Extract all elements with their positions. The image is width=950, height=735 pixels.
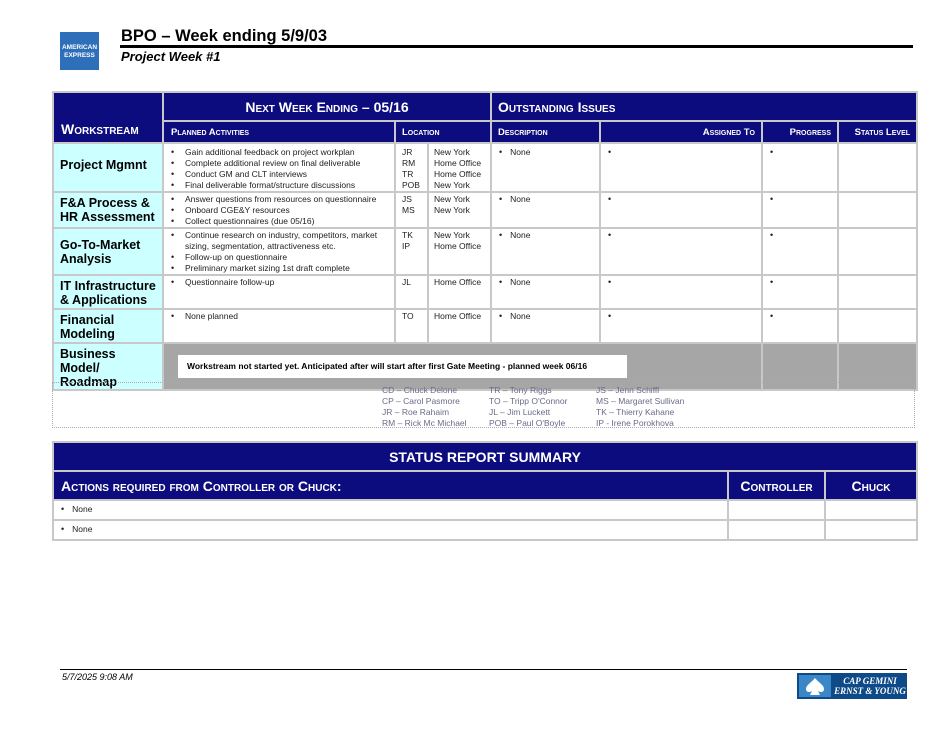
issue-description: None [510, 147, 531, 157]
action-row [53, 500, 917, 520]
page-title: BPO – Week ending 5/9/03 [121, 27, 328, 45]
issue-description: None [510, 194, 531, 204]
location-codes-cell [395, 143, 428, 192]
planned-activities-cell [163, 192, 395, 228]
assigned-to-cell: • [600, 275, 762, 309]
workstream-name: Financial Modeling [53, 309, 163, 343]
progress-cell: • [762, 143, 838, 192]
header-chuck: Chuck [825, 471, 917, 500]
action-row [53, 520, 917, 540]
issue-description-cell: • None [491, 143, 600, 192]
location-value: Home Office [434, 311, 482, 321]
assigned-to-cell: • [600, 309, 762, 343]
page-subtitle: Project Week #1 [121, 49, 221, 64]
action-item-cell: • None [53, 500, 728, 520]
issue-description-cell: • None [491, 275, 600, 309]
roadmap-note: Workstream not started yet. Anticipated after will start after first Gate Meeting - planned week 06/16 [178, 355, 627, 378]
table-row [53, 228, 917, 275]
assigned-to-cell: • [600, 143, 762, 192]
status-level-cell [838, 143, 917, 192]
resource-code: TO [402, 311, 414, 321]
workstream-name: Business Model/ Roadmap [53, 343, 163, 390]
location-value: Home Office [434, 169, 482, 179]
spade-emblem-icon [799, 675, 831, 697]
actions-header: Actions required from Controller or Chuck: [53, 471, 728, 500]
table-row [53, 309, 917, 343]
resource-code: POB [402, 180, 420, 190]
status-level-cell [838, 228, 917, 275]
brand-wordmark [834, 676, 906, 696]
resource-code: JS [402, 194, 412, 204]
activity-item: • Answer questions from resources on questionnaire [164, 194, 394, 205]
legend-column [596, 385, 684, 429]
workstream-table [52, 91, 918, 391]
cap-gemini-ernst-young-logo [797, 673, 907, 699]
activity-item: • Follow-up on questionnaire [164, 252, 394, 263]
resource-code: TK [402, 230, 413, 240]
legend-entry: POB – Paul O'Boyle [489, 418, 566, 428]
action-item-cell: • None [53, 520, 728, 540]
activity-item: • Conduct GM and CLT interviews [164, 169, 394, 180]
activity-item: • Continue research on industry, competitors, market sizing, segmentation, attractiveness etc. [164, 230, 394, 252]
location-codes-cell [395, 309, 428, 343]
location-cell [428, 309, 491, 343]
activity-item: • Complete additional review on final deliverable [164, 158, 394, 169]
resource-code: RM [402, 158, 416, 168]
location-cell [428, 228, 491, 275]
table-row [53, 143, 917, 192]
resource-code: TR [402, 169, 414, 179]
location-cell [428, 192, 491, 228]
resource-code: MS [402, 205, 415, 215]
header-workstream: Workstream [53, 92, 163, 143]
table-row [53, 275, 917, 309]
location-codes-cell [395, 275, 428, 309]
resource-legend [52, 382, 915, 428]
activity-item: • Questionnaire follow-up [164, 277, 394, 288]
controller-cell [728, 520, 825, 540]
legend-entry: TO – Tripp O'Connor [489, 396, 568, 406]
issue-description: None [510, 230, 531, 240]
legend-column [489, 385, 567, 429]
legend-entry: TK – Thierry Kahane [596, 407, 675, 417]
legend-entry: IP - Irene Porokhova [596, 418, 674, 428]
progress-cell: • [762, 309, 838, 343]
resource-code: IP [402, 241, 411, 251]
location-value: Home Office [434, 241, 482, 251]
legend-entry: RM – Rick Mc Michael [382, 418, 467, 428]
activity-item: • None planned [164, 311, 394, 322]
progress-cell: • [762, 192, 838, 228]
location-value: New York [434, 205, 470, 215]
header-controller: Controller [728, 471, 825, 500]
issue-description: None [510, 311, 531, 321]
table-row [53, 192, 917, 228]
location-codes-cell [395, 192, 428, 228]
location-value: New York [434, 147, 470, 157]
issue-description-cell: • None [491, 228, 600, 275]
summary-title: STATUS REPORT SUMMARY [53, 442, 917, 471]
header-location: Location [395, 121, 491, 143]
footer-date: 5/7/2025 9:08 AM [62, 672, 133, 682]
legend-entry: CD – Chuck Delone [382, 385, 458, 395]
footer-divider [60, 669, 907, 670]
workstream-name: Go-To-Market Analysis [53, 228, 163, 275]
header-planned-activities: Planned Activities [163, 121, 395, 143]
resource-code: JL [402, 277, 411, 287]
status-level-cell [838, 192, 917, 228]
controller-cell [728, 500, 825, 520]
status-level-cell [838, 275, 917, 309]
workstream-name: F&A Process & HR Assessment [53, 192, 163, 228]
location-cell [428, 275, 491, 309]
chuck-cell [825, 520, 917, 540]
issue-description-cell: • None [491, 309, 600, 343]
header-outstanding-issues: Outstanding Issues [491, 92, 917, 121]
location-codes-cell [395, 228, 428, 275]
issue-description: None [510, 277, 531, 287]
progress-cell: • [762, 275, 838, 309]
header-description: Description [491, 121, 600, 143]
resource-code: JR [402, 147, 413, 157]
legend-column [382, 385, 467, 429]
logo-text-american: AMERICAN [61, 44, 98, 51]
location-value: Home Office [434, 158, 482, 168]
title-divider [120, 45, 913, 48]
assigned-to-cell: • [600, 228, 762, 275]
location-value: New York [434, 180, 470, 190]
action-item: None [72, 504, 93, 514]
header-assigned-to: Assigned To [600, 121, 762, 143]
status-summary-table [52, 441, 918, 541]
location-value: New York [434, 230, 470, 240]
status-level-cell [838, 309, 917, 343]
planned-activities-cell [163, 143, 395, 192]
chuck-cell [825, 500, 917, 520]
logo-text-express: EXPRESS [64, 52, 95, 59]
brand-line: CAP GEMINI [843, 676, 897, 686]
activity-item: • Onboard CGE&Y resources [164, 205, 394, 216]
location-value: Home Office [434, 277, 482, 287]
legend-entry: CP – Carol Pasmore [382, 396, 460, 406]
legend-entry: MS – Margaret Sullivan [596, 396, 685, 406]
header-progress: Progress [762, 121, 838, 143]
activity-item: • Final deliverable format/structure discussions [164, 180, 394, 191]
workstream-name: IT Infrastructure & Applications [53, 275, 163, 309]
planned-activities-cell [163, 275, 395, 309]
activity-item: • Gain additional feedback on project workplan [164, 147, 394, 158]
assigned-to-cell: • [600, 192, 762, 228]
action-item: None [72, 524, 93, 534]
legend-entry: JL – Jim Luckett [489, 407, 551, 417]
issue-description-cell: • None [491, 192, 600, 228]
planned-activities-cell [163, 309, 395, 343]
legend-entry: JS – Jenn Schiffl [596, 385, 660, 395]
activity-item: • Collect questionnaires (due 05/16) [164, 216, 394, 227]
header-next-week: Next Week Ending – 05/16 [163, 92, 491, 121]
planned-activities-cell [163, 228, 395, 275]
activity-item: • Preliminary market sizing 1st draft complete [164, 263, 394, 274]
workstream-name: Project Mgmnt [53, 143, 163, 192]
location-value: New York [434, 194, 470, 204]
progress-cell: • [762, 228, 838, 275]
legend-entry: JR – Roe Rahaim [382, 407, 450, 417]
header-status-level: Status Level [838, 121, 917, 143]
brand-line: ERNST & YOUNG [834, 686, 906, 696]
location-cell [428, 143, 491, 192]
american-express-logo [60, 32, 99, 70]
legend-entry: TR – Tony Riggs [489, 385, 552, 395]
